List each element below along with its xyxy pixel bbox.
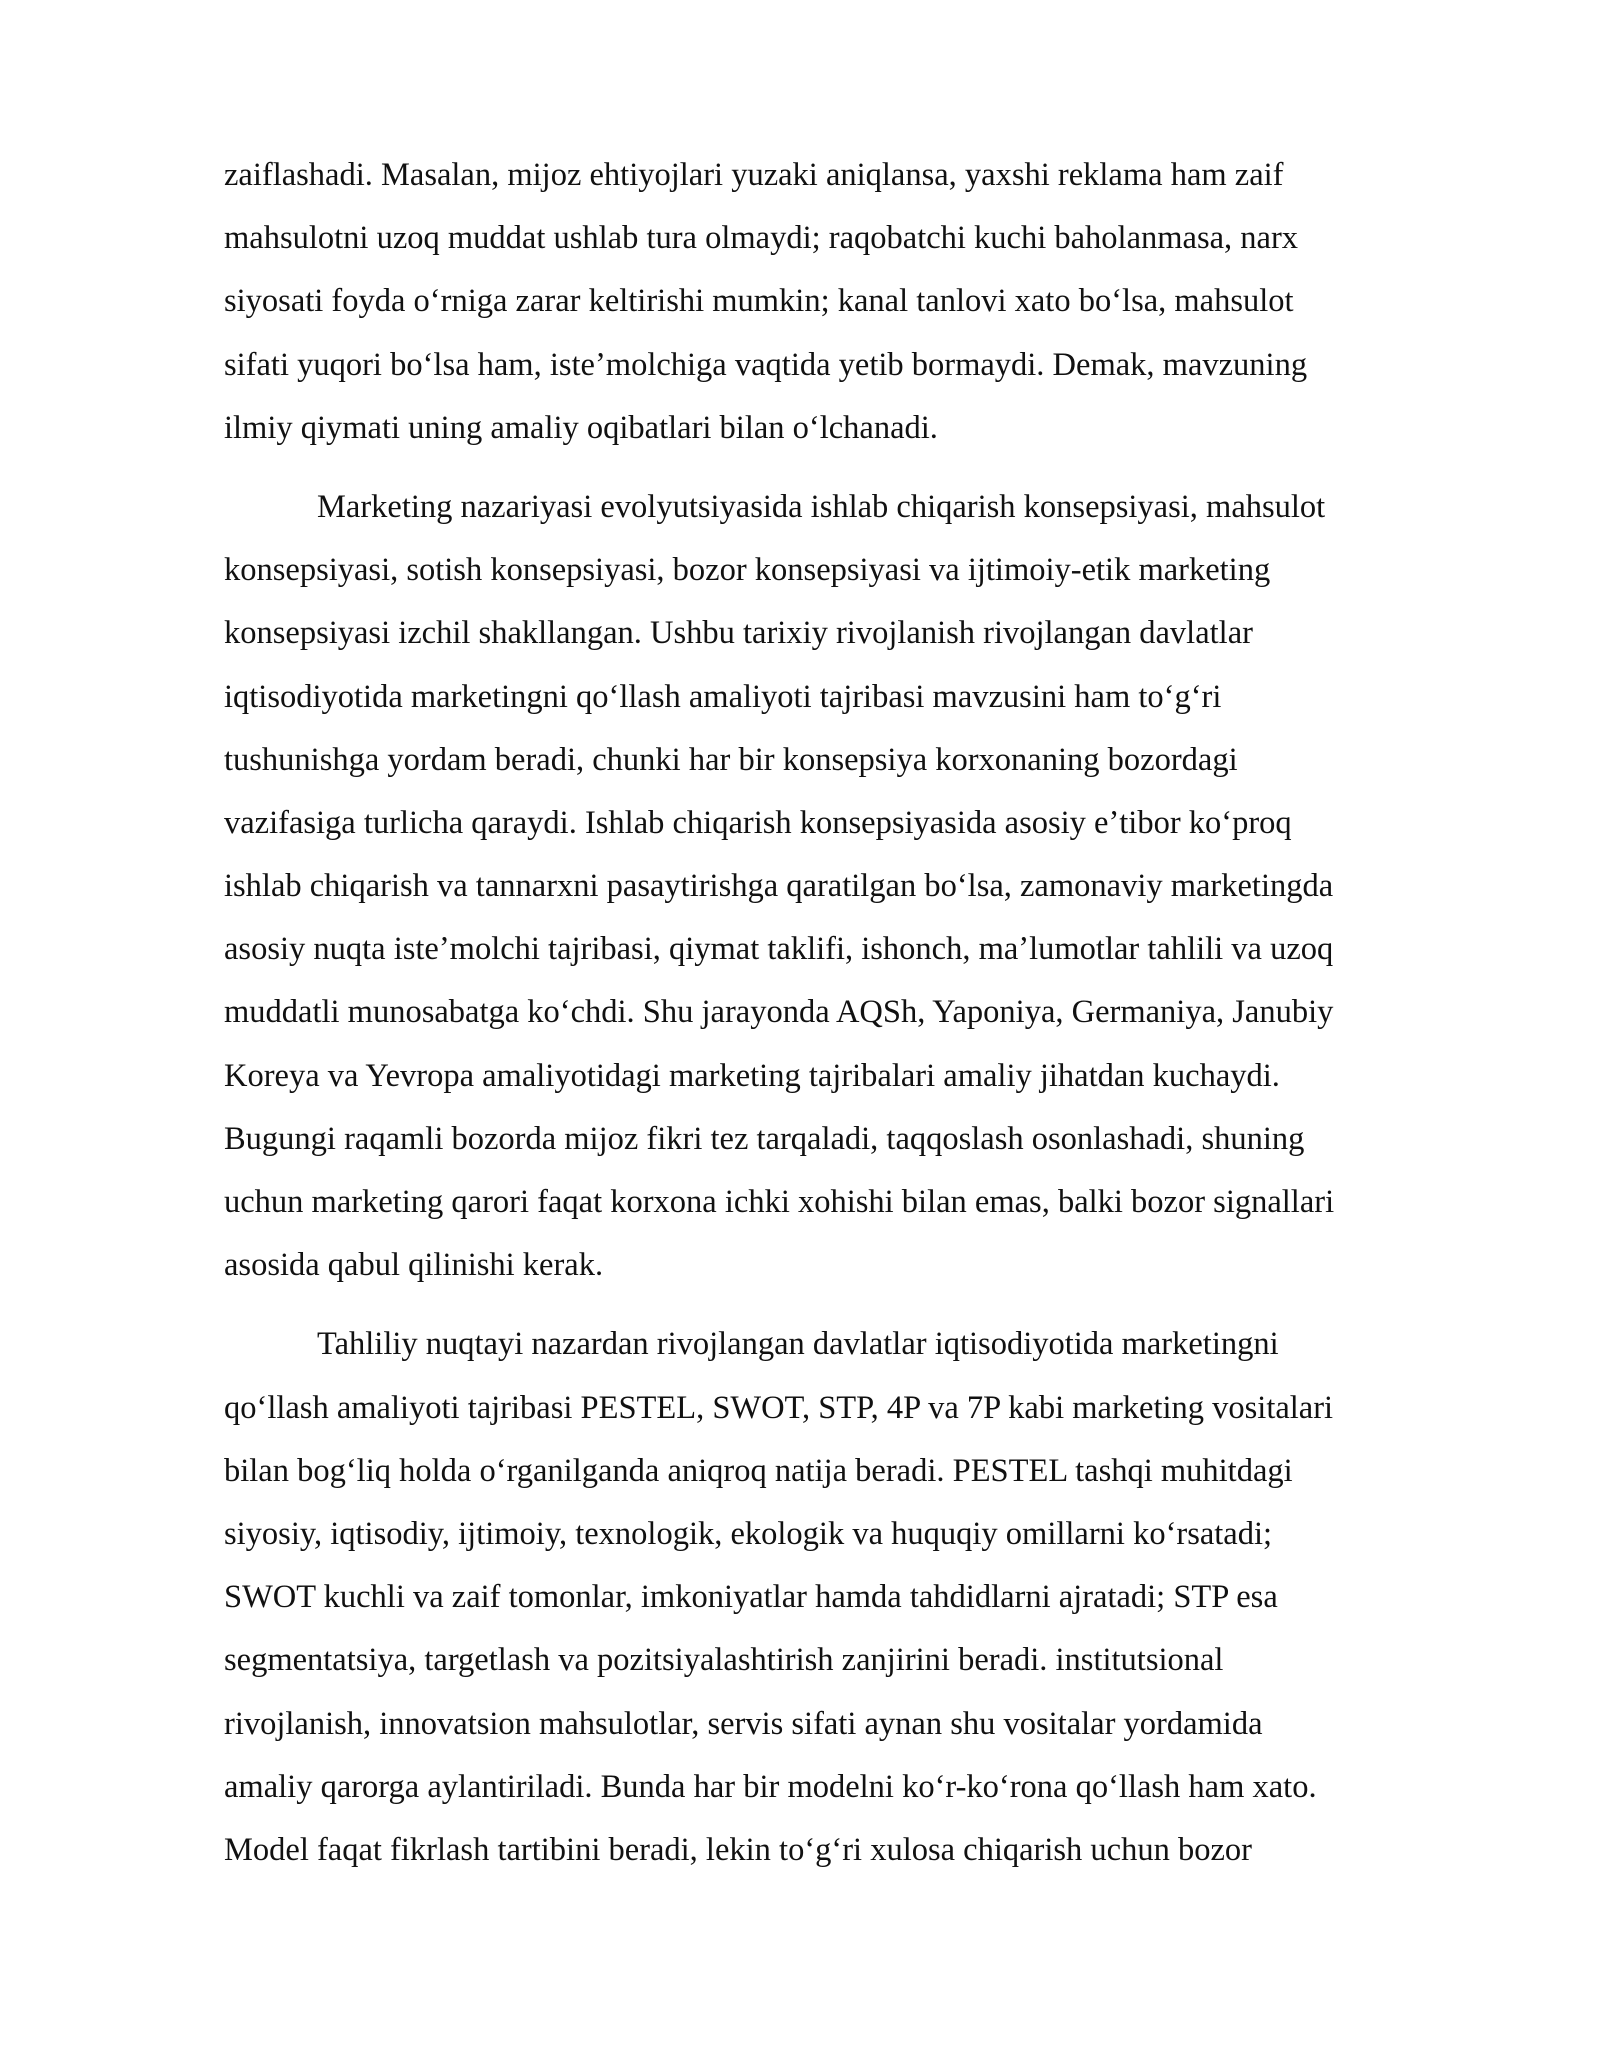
text-line: Model faqat fikrlash tartibini beradi, lekin toʻgʻri xulosa chiqarish uchun bozor xyxy=(224,1831,1252,1868)
text-line: konsepsiyasi, sotish konsepsiyasi, bozor konsepsiyasi va ijtimoiy-etik marketing xyxy=(224,552,1271,589)
text-line: sifati yuqori boʻlsa ham, isteʼmolchiga vaqtida yetib bormaydi. Demak, mavzuning xyxy=(224,346,1308,383)
text-line: siyosati foyda oʻrniga zarar keltirishi mumkin; kanal tanlovi xato boʻlsa, mahsulot xyxy=(224,283,1294,320)
text-line: amaliy qarorga aylantiriladi. Bunda har bir modelni koʻr-koʻrona qoʻllash ham xato. xyxy=(224,1768,1317,1805)
text-line: Tahliliy nuqtayi nazardan rivojlangan davlatlar iqtisodiyotida marketingni xyxy=(317,1326,1279,1363)
body-text xyxy=(224,144,1486,1882)
text-line: segmentatsiya, targetlash va pozitsiyalashtirish zanjirini beradi. institutsional xyxy=(224,1642,1224,1679)
text-line: muddatli munosabatga koʻchdi. Shu jarayonda AQSh, Yaponiya, Germaniya, Janubiy xyxy=(224,994,1334,1031)
paragraph xyxy=(224,476,1486,1297)
paragraph xyxy=(224,144,1486,460)
text-line: zaiflashadi. Masalan, mijoz ehtiyojlari yuzaki aniqlansa, yaxshi reklama ham zaif xyxy=(224,157,1284,193)
text-line: mahsulotni uzoq muddat ushlab tura olmaydi; raqobatchi kuchi baholanmasa, narx xyxy=(224,220,1299,257)
text-line: Marketing nazariyasi evolyutsiyasida ishlab chiqarish konsepsiyasi, mahsulot xyxy=(317,488,1326,525)
text-line: SWOT kuchli va zaif tomonlar, imkoniyatlar hamda tahdidlarni ajratadi; STP esa xyxy=(224,1579,1278,1616)
text-line: asosida qabul qilinishi kerak. xyxy=(224,1247,604,1284)
text-line: tushunishga yordam beradi, chunki har bir konsepsiya korxonaning bozordagi xyxy=(224,741,1238,778)
text-line: asosiy nuqta isteʼmolchi tajribasi, qiymat taklifi, ishonch, maʼlumotlar tahlili va uzoq xyxy=(224,931,1334,968)
text-line: vazifasiga turlicha qaraydi. Ishlab chiqarish konsepsiyasida asosiy eʼtibor koʻproq xyxy=(224,804,1292,841)
text-line: iqtisodiyotida marketingni qoʻllash amaliyoti tajribasi mavzusini ham toʻgʻri xyxy=(224,678,1222,715)
text-line: ilmiy qiymati uning amaliy oqibatlari bilan oʻlchanadi. xyxy=(224,409,938,446)
text-line: konsepsiyasi izchil shakllangan. Ushbu tarixiy rivojlanish rivojlangan davlatlar xyxy=(224,615,1253,652)
paragraph xyxy=(224,1313,1486,1882)
text-line: qoʻllash amaliyoti tajribasi PESTEL, SWOT, STP, 4P va 7P kabi marketing vositalari xyxy=(224,1389,1334,1426)
text-line: uchun marketing qarori faqat korxona ichki xohishi bilan emas, balki bozor signallari xyxy=(224,1184,1335,1220)
text-line: Bugungi raqamli bozorda mijoz fikri tez tarqaladi, taqqoslash osonlashadi, shuning xyxy=(224,1120,1305,1157)
text-line: bilan bogʻliq holda oʻrganilganda aniqroq natija beradi. PESTEL tashqi muhitdagi xyxy=(224,1452,1293,1489)
text-line: ishlab chiqarish va tannarxni pasaytirishga qaratilgan boʻlsa, zamonaviy marketingda xyxy=(224,868,1334,905)
text-line: rivojlanish, innovatsion mahsulotlar, servis sifati aynan shu vositalar yordamida xyxy=(224,1705,1263,1742)
text-line: siyosiy, iqtisodiy, ijtimoiy, texnologik, ekologik va huquqiy omillarni koʻrsatadi; xyxy=(224,1515,1273,1552)
text-line: Koreya va Yevropa amaliyotidagi marketing tajribalari amaliy jihatdan kuchaydi. xyxy=(224,1057,1280,1094)
